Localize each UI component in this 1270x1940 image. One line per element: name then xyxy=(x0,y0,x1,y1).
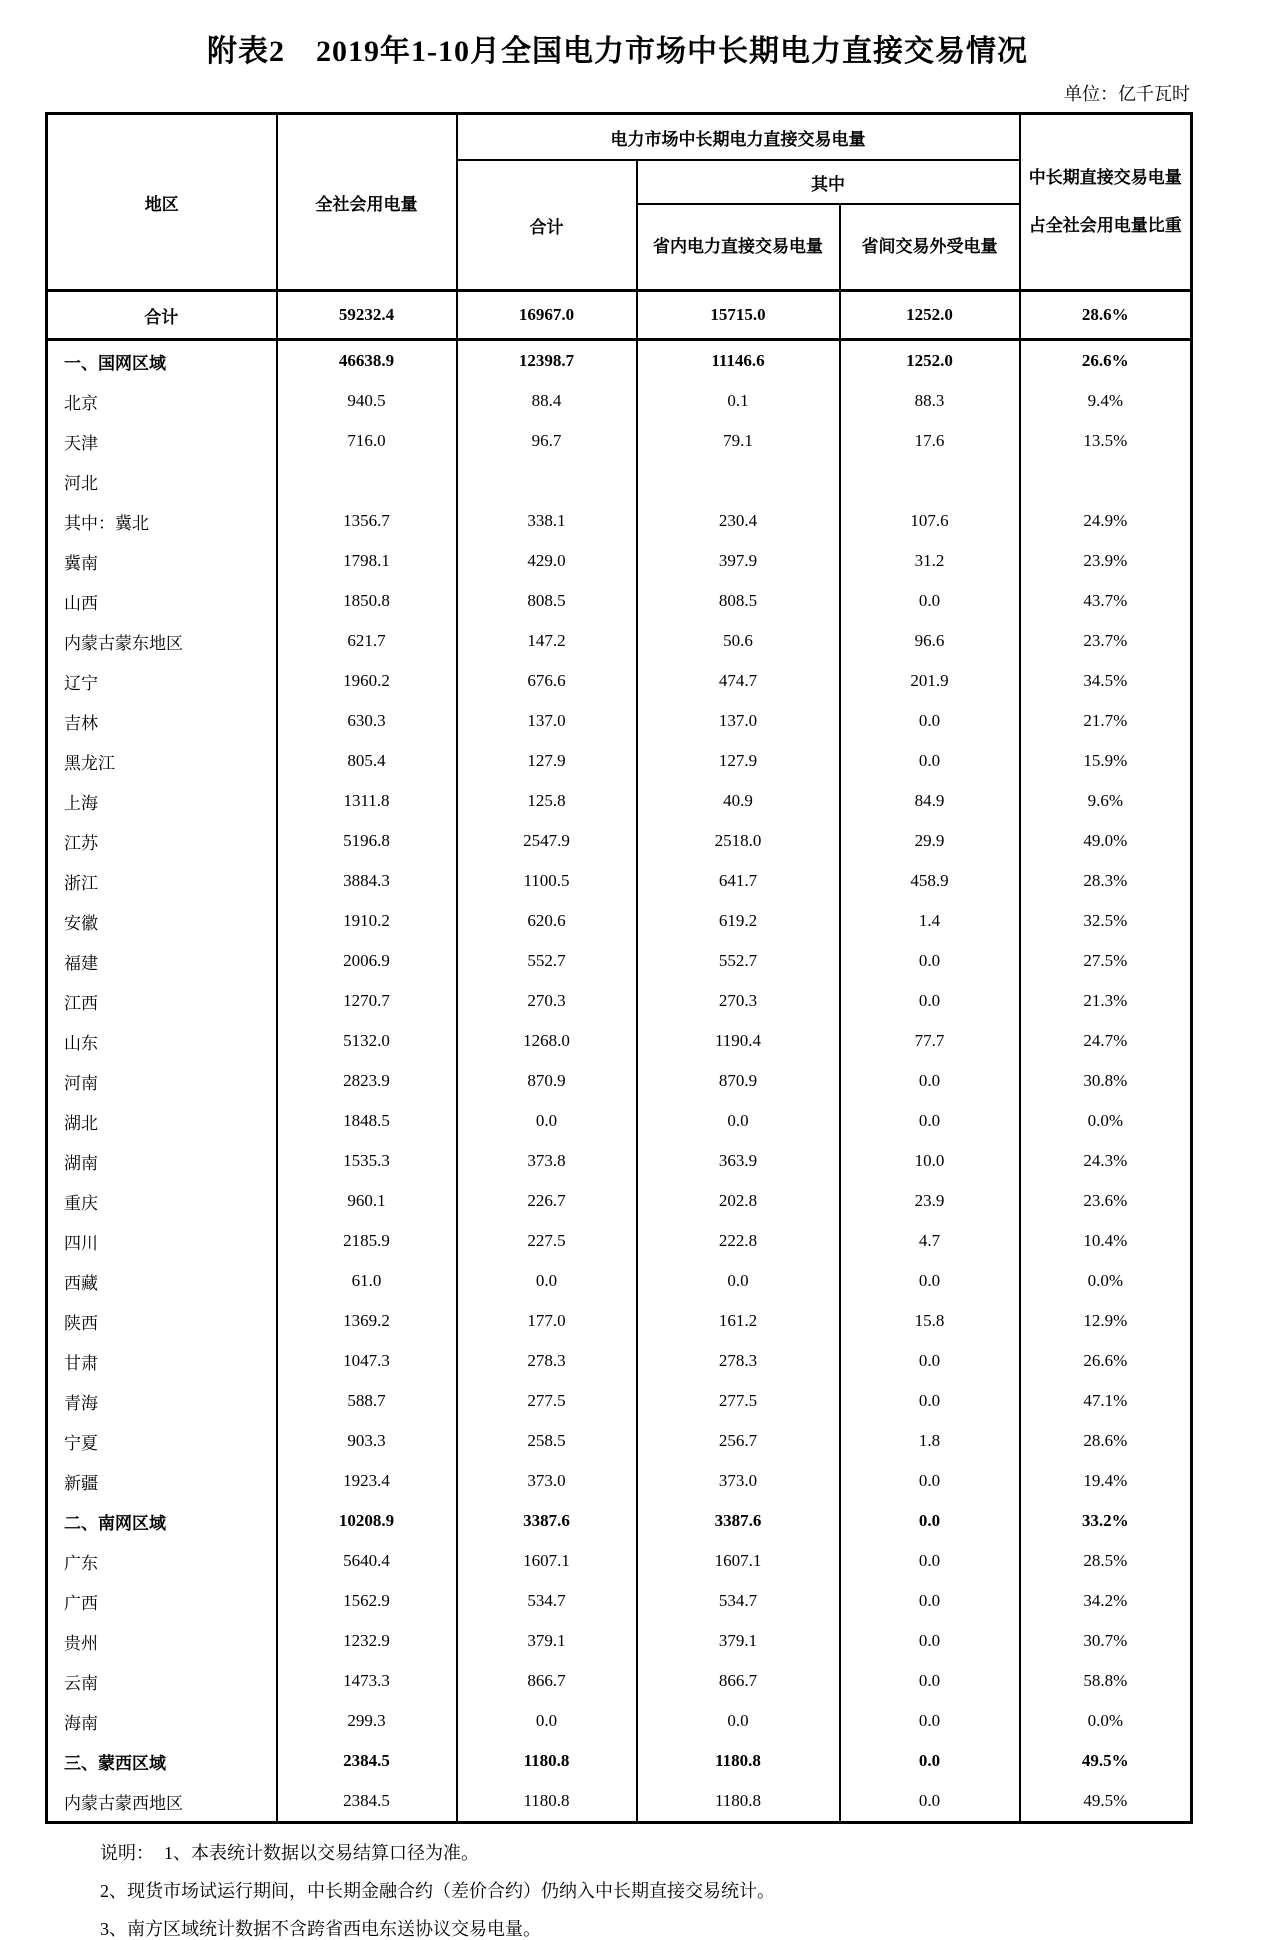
consumption-cell: 1923.4 xyxy=(277,1461,457,1501)
consumption-cell: 1356.7 xyxy=(277,501,457,541)
power-trade-table xyxy=(45,112,1193,1824)
inter-province-cell xyxy=(840,461,1020,501)
region-cell: 合计 xyxy=(47,291,277,340)
trade-total-cell: 0.0 xyxy=(457,1261,637,1301)
consumption-cell: 2823.9 xyxy=(277,1061,457,1101)
share-cell: 0.0% xyxy=(1020,1701,1192,1741)
intra-province-cell: 137.0 xyxy=(637,701,840,741)
trade-total-cell: 277.5 xyxy=(457,1381,637,1421)
inter-province-cell: 88.3 xyxy=(840,381,1020,421)
region-cell: 内蒙古蒙西地区 xyxy=(47,1781,277,1823)
region-cell: 吉林 xyxy=(47,701,277,741)
intra-province-cell: 397.9 xyxy=(637,541,840,581)
table-row xyxy=(47,1781,1192,1823)
consumption-cell: 1473.3 xyxy=(277,1661,457,1701)
trade-total-cell: 127.9 xyxy=(457,741,637,781)
trade-total-cell: 177.0 xyxy=(457,1301,637,1341)
intra-province-cell: 277.5 xyxy=(637,1381,840,1421)
header-share: 中长期直接交易电量占全社会用电量比重 xyxy=(1020,114,1192,291)
table-row xyxy=(47,941,1192,981)
share-cell: 27.5% xyxy=(1020,941,1192,981)
inter-province-cell: 1252.0 xyxy=(840,291,1020,340)
consumption-cell: 5132.0 xyxy=(277,1021,457,1061)
consumption-cell: 2185.9 xyxy=(277,1221,457,1261)
share-cell xyxy=(1020,461,1192,501)
consumption-cell: 3884.3 xyxy=(277,861,457,901)
region-cell: 天津 xyxy=(47,421,277,461)
region-cell: 陕西 xyxy=(47,1301,277,1341)
intra-province-cell: 0.0 xyxy=(637,1101,840,1141)
header-inter-province: 省间交易外受电量 xyxy=(840,204,1020,291)
trade-total-cell: 373.0 xyxy=(457,1461,637,1501)
consumption-cell: 1910.2 xyxy=(277,901,457,941)
consumption-cell xyxy=(277,461,457,501)
region-cell: 西藏 xyxy=(47,1261,277,1301)
inter-province-cell: 0.0 xyxy=(840,1341,1020,1381)
trade-total-cell: 137.0 xyxy=(457,701,637,741)
region-cell: 甘肃 xyxy=(47,1341,277,1381)
region-cell: 山东 xyxy=(47,1021,277,1061)
region-cell: 湖北 xyxy=(47,1101,277,1141)
intra-province-cell: 0.0 xyxy=(637,1701,840,1741)
trade-total-cell: 373.8 xyxy=(457,1141,637,1181)
share-cell: 15.9% xyxy=(1020,741,1192,781)
intra-province-cell: 552.7 xyxy=(637,941,840,981)
table-row xyxy=(47,1341,1192,1381)
trade-total-cell: 226.7 xyxy=(457,1181,637,1221)
inter-province-cell: 77.7 xyxy=(840,1021,1020,1061)
share-cell: 47.1% xyxy=(1020,1381,1192,1421)
table-row xyxy=(47,501,1192,541)
inter-province-cell: 458.9 xyxy=(840,861,1020,901)
consumption-cell: 630.3 xyxy=(277,701,457,741)
trade-total-cell: 338.1 xyxy=(457,501,637,541)
region-cell: 新疆 xyxy=(47,1461,277,1501)
inter-province-cell: 0.0 xyxy=(840,1261,1020,1301)
intra-province-cell: 1607.1 xyxy=(637,1541,840,1581)
note-line xyxy=(100,1842,1190,1864)
table-row xyxy=(47,1461,1192,1501)
table-row xyxy=(47,1501,1192,1541)
trade-total-cell: 270.3 xyxy=(457,981,637,1021)
inter-province-cell: 0.0 xyxy=(840,941,1020,981)
inter-province-cell: 96.6 xyxy=(840,621,1020,661)
inter-province-cell: 10.0 xyxy=(840,1141,1020,1181)
inter-province-cell: 0.0 xyxy=(840,1781,1020,1823)
share-cell: 24.3% xyxy=(1020,1141,1192,1181)
region-cell: 其中：冀北 xyxy=(47,501,277,541)
region-cell: 一、国网区域 xyxy=(47,340,277,382)
trade-total-cell: 866.7 xyxy=(457,1661,637,1701)
inter-province-cell: 0.0 xyxy=(840,981,1020,1021)
consumption-cell: 1369.2 xyxy=(277,1301,457,1341)
intra-province-cell: 363.9 xyxy=(637,1141,840,1181)
share-cell: 23.6% xyxy=(1020,1181,1192,1221)
table-row xyxy=(47,901,1192,941)
consumption-cell: 5196.8 xyxy=(277,821,457,861)
intra-province-cell: 474.7 xyxy=(637,661,840,701)
region-cell: 云南 xyxy=(47,1661,277,1701)
region-cell: 河南 xyxy=(47,1061,277,1101)
region-cell: 上海 xyxy=(47,781,277,821)
inter-province-cell: 0.0 xyxy=(840,1101,1020,1141)
trade-total-cell: 870.9 xyxy=(457,1061,637,1101)
share-cell: 23.7% xyxy=(1020,621,1192,661)
header-trade-total: 合计 xyxy=(457,160,637,291)
table-row xyxy=(47,701,1192,741)
consumption-cell: 1562.9 xyxy=(277,1581,457,1621)
consumption-cell: 1850.8 xyxy=(277,581,457,621)
trade-total-cell: 12398.7 xyxy=(457,340,637,382)
region-cell: 重庆 xyxy=(47,1181,277,1221)
table-row xyxy=(47,981,1192,1021)
header-trade-group: 电力市场中长期电力直接交易电量 xyxy=(457,114,1020,161)
table-row xyxy=(47,1741,1192,1781)
table-row xyxy=(47,781,1192,821)
intra-province-cell: 1190.4 xyxy=(637,1021,840,1061)
inter-province-cell: 0.0 xyxy=(840,1621,1020,1661)
share-cell: 26.6% xyxy=(1020,1341,1192,1381)
intra-province-cell: 256.7 xyxy=(637,1421,840,1461)
note-item: 1、本表统计数据以交易结算口径为准。 xyxy=(164,1843,479,1863)
note-line: 3、南方区域统计数据不含跨省西电东送协议交易电量。 xyxy=(100,1919,541,1939)
consumption-cell: 299.3 xyxy=(277,1701,457,1741)
trade-total-cell: 3387.6 xyxy=(457,1501,637,1541)
share-cell: 0.0% xyxy=(1020,1101,1192,1141)
inter-province-cell: 23.9 xyxy=(840,1181,1020,1221)
region-cell: 山西 xyxy=(47,581,277,621)
inter-province-cell: 1.8 xyxy=(840,1421,1020,1461)
inter-province-cell: 4.7 xyxy=(840,1221,1020,1261)
intra-province-cell: 534.7 xyxy=(637,1581,840,1621)
table-row xyxy=(47,1021,1192,1061)
consumption-cell: 1311.8 xyxy=(277,781,457,821)
table-row xyxy=(47,1661,1192,1701)
table-row xyxy=(47,1181,1192,1221)
region-cell: 海南 xyxy=(47,1701,277,1741)
region-cell: 青海 xyxy=(47,1381,277,1421)
region-cell: 北京 xyxy=(47,381,277,421)
region-cell: 江西 xyxy=(47,981,277,1021)
unit-label: 单位：亿千瓦时 xyxy=(1064,84,1190,104)
region-cell: 二、南网区域 xyxy=(47,1501,277,1541)
inter-province-cell: 0.0 xyxy=(840,741,1020,781)
trade-total-cell: 125.8 xyxy=(457,781,637,821)
region-cell: 黑龙江 xyxy=(47,741,277,781)
table-header xyxy=(47,114,1192,291)
trade-total-cell: 1180.8 xyxy=(457,1741,637,1781)
inter-province-cell: 0.0 xyxy=(840,701,1020,741)
region-cell: 湖南 xyxy=(47,1141,277,1181)
share-cell: 49.5% xyxy=(1020,1781,1192,1823)
region-cell: 广东 xyxy=(47,1541,277,1581)
trade-total-cell: 147.2 xyxy=(457,621,637,661)
inter-province-cell: 0.0 xyxy=(840,1581,1020,1621)
trade-total-cell: 552.7 xyxy=(457,941,637,981)
trade-total-cell: 88.4 xyxy=(457,381,637,421)
inter-province-cell: 201.9 xyxy=(840,661,1020,701)
share-cell: 12.9% xyxy=(1020,1301,1192,1341)
consumption-cell: 588.7 xyxy=(277,1381,457,1421)
table-row xyxy=(47,1581,1192,1621)
share-cell: 9.6% xyxy=(1020,781,1192,821)
share-cell: 58.8% xyxy=(1020,1661,1192,1701)
intra-province-cell: 50.6 xyxy=(637,621,840,661)
intra-province-cell xyxy=(637,461,840,501)
trade-total-cell: 379.1 xyxy=(457,1621,637,1661)
consumption-cell: 621.7 xyxy=(277,621,457,661)
table-row xyxy=(47,821,1192,861)
share-cell: 9.4% xyxy=(1020,381,1192,421)
share-cell: 19.4% xyxy=(1020,1461,1192,1501)
trade-total-cell: 534.7 xyxy=(457,1581,637,1621)
consumption-cell: 940.5 xyxy=(277,381,457,421)
consumption-cell: 1798.1 xyxy=(277,541,457,581)
table-row xyxy=(47,1701,1192,1741)
region-cell: 冀南 xyxy=(47,541,277,581)
inter-province-cell: 29.9 xyxy=(840,821,1020,861)
share-cell: 24.7% xyxy=(1020,1021,1192,1061)
trade-total-cell: 1268.0 xyxy=(457,1021,637,1061)
intra-province-cell: 11146.6 xyxy=(637,340,840,382)
table-row xyxy=(47,541,1192,581)
intra-province-cell: 0.1 xyxy=(637,381,840,421)
share-cell: 28.6% xyxy=(1020,291,1192,340)
trade-total-cell: 1180.8 xyxy=(457,1781,637,1823)
region-cell: 四川 xyxy=(47,1221,277,1261)
trade-total-cell: 2547.9 xyxy=(457,821,637,861)
table-row xyxy=(47,1221,1192,1261)
inter-province-cell: 0.0 xyxy=(840,1501,1020,1541)
notes xyxy=(100,1842,1190,1940)
inter-province-cell: 107.6 xyxy=(840,501,1020,541)
inter-province-cell: 0.0 xyxy=(840,1741,1020,1781)
inter-province-cell: 0.0 xyxy=(840,1661,1020,1701)
trade-total-cell: 620.6 xyxy=(457,901,637,941)
inter-province-cell: 1.4 xyxy=(840,901,1020,941)
inter-province-cell: 1252.0 xyxy=(840,340,1020,382)
consumption-cell: 805.4 xyxy=(277,741,457,781)
share-cell: 30.7% xyxy=(1020,1621,1192,1661)
region-cell: 福建 xyxy=(47,941,277,981)
table-row xyxy=(47,461,1192,501)
intra-province-cell: 619.2 xyxy=(637,901,840,941)
trade-total-cell: 1607.1 xyxy=(457,1541,637,1581)
trade-total-cell: 0.0 xyxy=(457,1101,637,1141)
share-cell: 49.0% xyxy=(1020,821,1192,861)
trade-total-cell: 1100.5 xyxy=(457,861,637,901)
trade-total-cell: 227.5 xyxy=(457,1221,637,1261)
share-cell: 33.2% xyxy=(1020,1501,1192,1541)
share-cell: 30.8% xyxy=(1020,1061,1192,1101)
region-cell: 三、蒙西区域 xyxy=(47,1741,277,1781)
trade-total-cell: 808.5 xyxy=(457,581,637,621)
notes-label: 说明： xyxy=(100,1843,154,1863)
inter-province-cell: 84.9 xyxy=(840,781,1020,821)
trade-total-cell: 429.0 xyxy=(457,541,637,581)
consumption-cell: 1270.7 xyxy=(277,981,457,1021)
inter-province-cell: 17.6 xyxy=(840,421,1020,461)
consumption-cell: 716.0 xyxy=(277,421,457,461)
consumption-cell: 2006.9 xyxy=(277,941,457,981)
consumption-cell: 46638.9 xyxy=(277,340,457,382)
intra-province-cell: 379.1 xyxy=(637,1621,840,1661)
document-sheet xyxy=(45,26,1190,1940)
share-cell: 10.4% xyxy=(1020,1221,1192,1261)
intra-province-cell: 127.9 xyxy=(637,741,840,781)
table-row xyxy=(47,421,1192,461)
share-cell: 0.0% xyxy=(1020,1261,1192,1301)
consumption-cell: 2384.5 xyxy=(277,1781,457,1823)
region-cell: 安徽 xyxy=(47,901,277,941)
header-intra-province: 省内电力直接交易电量 xyxy=(637,204,840,291)
table-row xyxy=(47,581,1192,621)
table-row xyxy=(47,1381,1192,1421)
table-row xyxy=(47,1141,1192,1181)
table-row xyxy=(47,661,1192,701)
consumption-cell: 903.3 xyxy=(277,1421,457,1461)
share-cell: 26.6% xyxy=(1020,340,1192,382)
header-region: 地区 xyxy=(47,114,277,291)
consumption-cell: 1047.3 xyxy=(277,1341,457,1381)
consumption-cell: 960.1 xyxy=(277,1181,457,1221)
consumption-cell: 1232.9 xyxy=(277,1621,457,1661)
table-row xyxy=(47,1301,1192,1341)
trade-total-cell: 258.5 xyxy=(457,1421,637,1461)
intra-province-cell: 40.9 xyxy=(637,781,840,821)
table-row xyxy=(47,1541,1192,1581)
share-cell: 43.7% xyxy=(1020,581,1192,621)
table-row xyxy=(47,741,1192,781)
inter-province-cell: 0.0 xyxy=(840,1541,1020,1581)
intra-province-cell: 808.5 xyxy=(637,581,840,621)
table-row xyxy=(47,1261,1192,1301)
note-line: 2、现货市场试运行期间，中长期金融合约（差价合约）仍纳入中长期直接交易统计。 xyxy=(100,1881,775,1901)
intra-province-cell: 79.1 xyxy=(637,421,840,461)
consumption-cell: 2384.5 xyxy=(277,1741,457,1781)
intra-province-cell: 230.4 xyxy=(637,501,840,541)
share-cell: 24.9% xyxy=(1020,501,1192,541)
inter-province-cell: 0.0 xyxy=(840,1461,1020,1501)
region-cell: 浙江 xyxy=(47,861,277,901)
intra-province-cell: 870.9 xyxy=(637,1061,840,1101)
table-row xyxy=(47,1061,1192,1101)
region-cell: 河北 xyxy=(47,461,277,501)
intra-province-cell: 270.3 xyxy=(637,981,840,1021)
trade-total-cell: 676.6 xyxy=(457,661,637,701)
intra-province-cell: 2518.0 xyxy=(637,821,840,861)
share-cell: 28.3% xyxy=(1020,861,1192,901)
share-cell: 21.3% xyxy=(1020,981,1192,1021)
share-cell: 13.5% xyxy=(1020,421,1192,461)
table-row xyxy=(47,1621,1192,1661)
share-cell: 34.5% xyxy=(1020,661,1192,701)
table-row xyxy=(47,1101,1192,1141)
intra-province-cell: 3387.6 xyxy=(637,1501,840,1541)
table-row xyxy=(47,340,1192,382)
header-among-which: 其中 xyxy=(637,160,1020,204)
table-row xyxy=(47,291,1192,340)
trade-total-cell: 96.7 xyxy=(457,421,637,461)
intra-province-cell: 1180.8 xyxy=(637,1741,840,1781)
intra-province-cell: 866.7 xyxy=(637,1661,840,1701)
consumption-cell: 1960.2 xyxy=(277,661,457,701)
region-cell: 辽宁 xyxy=(47,661,277,701)
region-cell: 贵州 xyxy=(47,1621,277,1661)
share-cell: 28.6% xyxy=(1020,1421,1192,1461)
trade-total-cell: 278.3 xyxy=(457,1341,637,1381)
table-row xyxy=(47,861,1192,901)
region-cell: 内蒙古蒙东地区 xyxy=(47,621,277,661)
intra-province-cell: 15715.0 xyxy=(637,291,840,340)
table-body xyxy=(47,291,1192,1823)
share-cell: 34.2% xyxy=(1020,1581,1192,1621)
trade-total-cell: 16967.0 xyxy=(457,291,637,340)
consumption-cell: 10208.9 xyxy=(277,1501,457,1541)
intra-province-cell: 0.0 xyxy=(637,1261,840,1301)
region-cell: 江苏 xyxy=(47,821,277,861)
inter-province-cell: 31.2 xyxy=(840,541,1020,581)
region-cell: 宁夏 xyxy=(47,1421,277,1461)
region-cell: 广西 xyxy=(47,1581,277,1621)
trade-total-cell: 0.0 xyxy=(457,1701,637,1741)
inter-province-cell: 0.0 xyxy=(840,1701,1020,1741)
table-row xyxy=(47,1421,1192,1461)
consumption-cell: 1535.3 xyxy=(277,1141,457,1181)
share-cell: 21.7% xyxy=(1020,701,1192,741)
share-cell: 49.5% xyxy=(1020,1741,1192,1781)
inter-province-cell: 0.0 xyxy=(840,581,1020,621)
consumption-cell: 5640.4 xyxy=(277,1541,457,1581)
share-cell: 32.5% xyxy=(1020,901,1192,941)
share-cell: 23.9% xyxy=(1020,541,1192,581)
inter-province-cell: 15.8 xyxy=(840,1301,1020,1341)
header-total-consumption: 全社会用电量 xyxy=(277,114,457,291)
intra-province-cell: 641.7 xyxy=(637,861,840,901)
share-cell: 28.5% xyxy=(1020,1541,1192,1581)
intra-province-cell: 161.2 xyxy=(637,1301,840,1341)
inter-province-cell: 0.0 xyxy=(840,1061,1020,1101)
consumption-cell: 61.0 xyxy=(277,1261,457,1301)
inter-province-cell: 0.0 xyxy=(840,1381,1020,1421)
intra-province-cell: 1180.8 xyxy=(637,1781,840,1823)
consumption-cell: 1848.5 xyxy=(277,1101,457,1141)
table-row xyxy=(47,381,1192,421)
trade-total-cell xyxy=(457,461,637,501)
page-title: 附表2 2019年1-10月全国电力市场中长期电力直接交易情况 xyxy=(207,35,1028,68)
intra-province-cell: 278.3 xyxy=(637,1341,840,1381)
table-row xyxy=(47,621,1192,661)
consumption-cell: 59232.4 xyxy=(277,291,457,340)
intra-province-cell: 373.0 xyxy=(637,1461,840,1501)
intra-province-cell: 222.8 xyxy=(637,1221,840,1261)
intra-province-cell: 202.8 xyxy=(637,1181,840,1221)
